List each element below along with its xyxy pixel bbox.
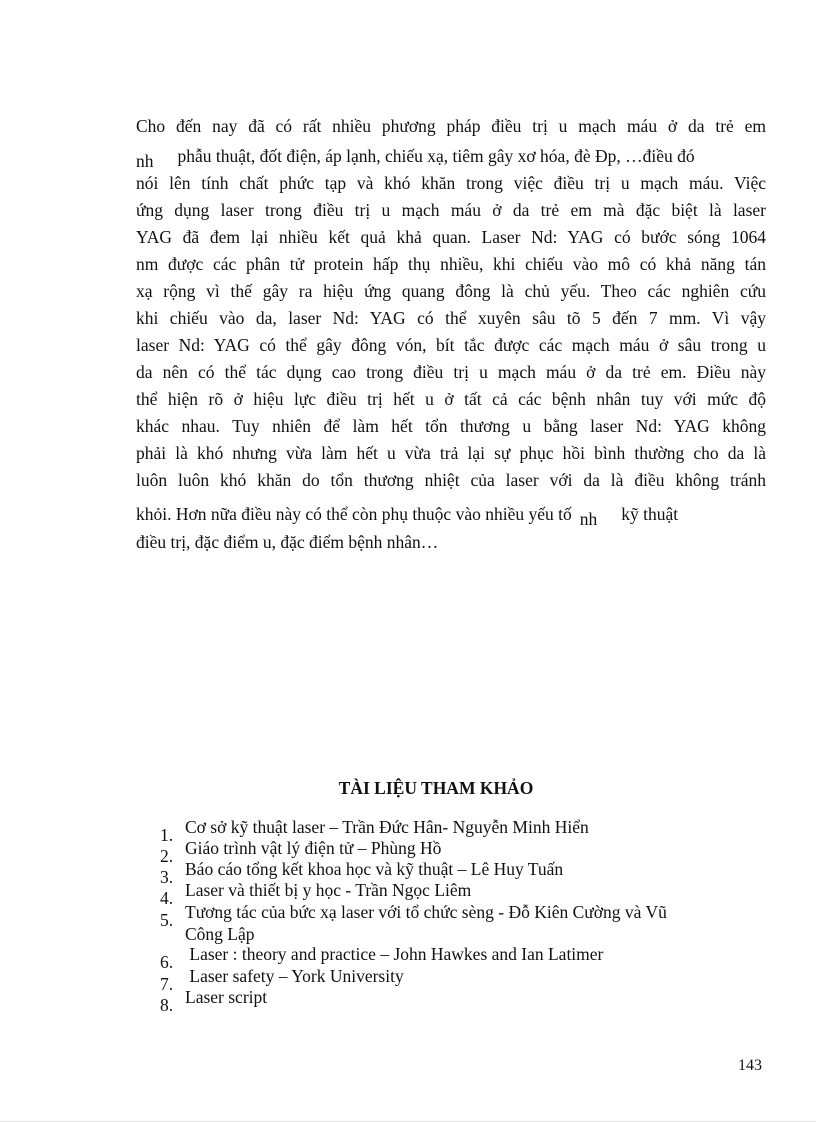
paragraph-line <box>136 146 766 171</box>
reference-text: Laser script <box>185 987 268 1007</box>
paragraph-line: phải là khó nhưng vừa làm hết u vừa trả lại sự phục hồi bình thường cho da là <box>136 443 766 463</box>
reference-number: 4. <box>160 888 174 908</box>
paragraph-line: thể hiện rõ ở hiệu lực điều trị hết u ở tất cả các bệnh nhân tuy với mức độ <box>136 389 766 409</box>
paragraph-line: ứng dụng laser trong điều trị u mạch máu ở da trẻ em mà đặc biệt là laser <box>136 200 766 220</box>
reference-text: Tương tác của bức xạ laser với tổ chức sèng - Đỗ Kiên Cường và Vũ <box>185 902 667 922</box>
paragraph-fragment: khỏi. Hơn nữa điều này có thể còn phụ thuộc vào nhiều yếu tố <box>136 504 572 524</box>
paragraph-line: YAG đã đem lại nhiều kết quả khả quan. Laser Nd: YAG có bước sóng 1064 <box>136 227 766 247</box>
paragraph-line: điều trị, đặc điểm u, đặc điểm bệnh nhân… <box>136 532 439 552</box>
reference-text: Báo cáo tổng kết khoa học và kỹ thuật – Lê Huy Tuấn <box>185 859 564 879</box>
reference-number: 3. <box>160 867 174 887</box>
paragraph-line: xạ rộng vì thế gây ra hiệu ứng quang đông là chủ yếu. Theo các nghiên cứu <box>136 281 766 301</box>
reference-number: 5. <box>160 910 174 930</box>
reference-number: 1. <box>160 825 174 845</box>
reference-number: 8. <box>160 995 174 1015</box>
paragraph-line <box>136 504 766 529</box>
paragraph-line: nói lên tính chất phức tạp và khó khăn trong việc điều trị u mạch máu. Việc <box>136 173 766 193</box>
paragraph-fragment: nh <box>136 151 154 171</box>
paragraph-line: khi chiếu vào da, laser Nd: YAG có thể xuyên sâu tõ 5 đến 7 mm. Vì vậy <box>136 308 766 328</box>
reference-number: 6. <box>160 952 174 972</box>
reference-text: Giáo trình vật lý điện tử – Phùng Hồ <box>185 838 442 858</box>
paragraph-line: Cho đến nay đã có rất nhiều phương pháp điều trị u mạch máu ở da trẻ em <box>136 116 766 136</box>
paragraph-fragment: phẫu thuật, đốt điện, áp lạnh, chiếu xạ, tiêm gây xơ hóa, đè Đp, …điều đó <box>177 146 695 166</box>
reference-text: Laser safety – York University <box>185 966 404 986</box>
paragraph-line: nm được các phân tử protein hấp thụ nhiều, khi chiếu vào mô có khả năng tán <box>136 254 766 274</box>
paragraph-line: laser Nd: YAG có thể gây đông vón, bít tắc được các mạch máu ở sâu trong u <box>136 335 766 355</box>
page-bottom-divider <box>0 1121 816 1122</box>
reference-number: 7. <box>160 974 174 994</box>
reference-text: Laser : theory and practice – John Hawkes and Ian Latimer <box>185 944 604 964</box>
paragraph-line: da nên có thể tác dụng cao trong điều trị u mạch máu ở da trẻ em. Điều này <box>136 362 766 382</box>
paragraph-fragment: kỹ thuật <box>621 504 679 524</box>
paragraph-line: khác nhau. Tuy nhiên để làm hết tổn thương u bằng laser Nd: YAG không <box>136 416 766 436</box>
paragraph-line: luôn luôn khó khăn do tổn thương nhiệt của laser với da là điều không tránh <box>136 470 766 490</box>
paragraph-fragment: nh <box>579 509 598 529</box>
reference-text: Cơ sở kỹ thuật laser – Trần Đức Hân- Nguyễn Minh Hiển <box>185 817 589 837</box>
reference-text-continued: Công Lập <box>185 924 255 944</box>
reference-text: Laser và thiết bị y học - Trần Ngọc Liêm <box>185 880 472 900</box>
page-number: 143 <box>738 1057 762 1074</box>
references-heading: TÀI LIỆU THAM KHẢO <box>338 778 534 798</box>
reference-number: 2. <box>160 846 174 866</box>
